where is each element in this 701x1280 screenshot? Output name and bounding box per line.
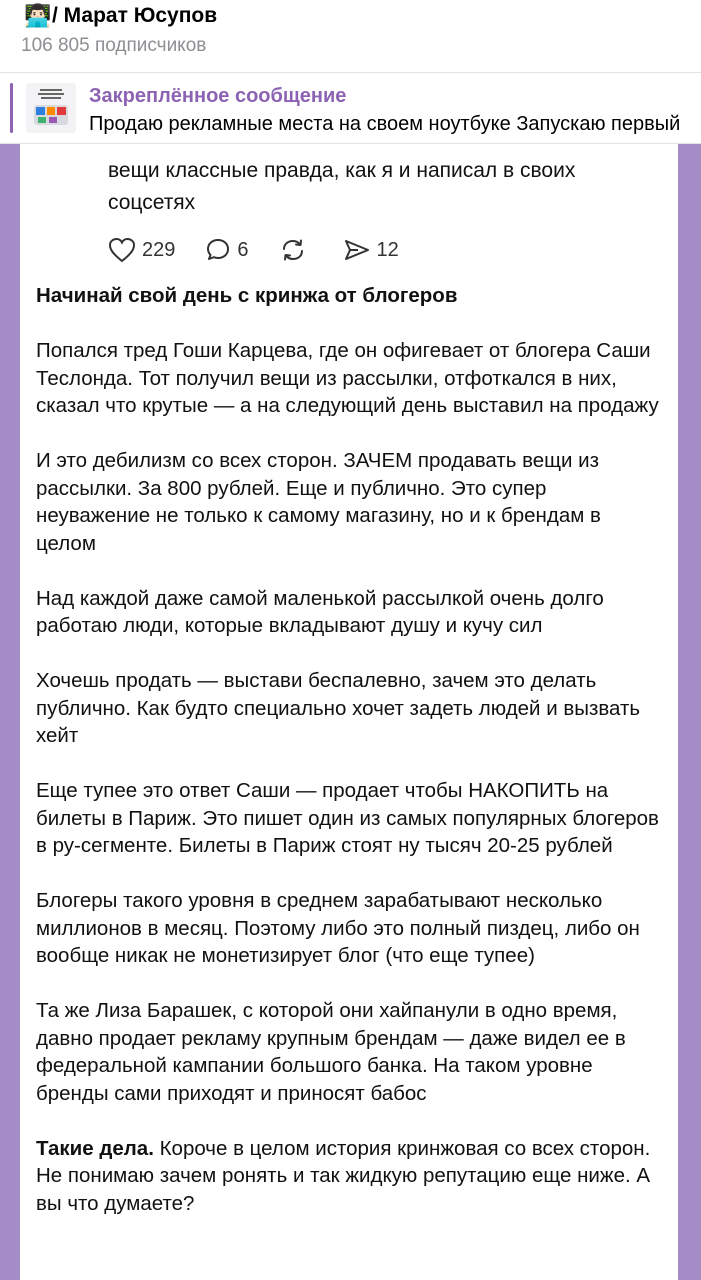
previous-post-tail-text: вещи классные правда, как я и написал в своих соцсетях [108, 159, 576, 214]
share-icon [343, 237, 371, 263]
laptop-user-emoji-icon: 👨🏻‍💻 [24, 3, 52, 28]
pinned-message-bar[interactable] [0, 73, 701, 144]
channel-title: / Марат Юсупов [52, 4, 218, 27]
share-button[interactable] [343, 237, 399, 263]
post-final-text: Короче в целом история кринжовая со всех сторон. Не понимаю зачем ронять и так жидкую репутацию еще ниже. А вы что думаете? [36, 1136, 651, 1215]
subscriber-count: 106 805 подписчиков [21, 35, 207, 56]
post-final-paragraph [36, 1135, 666, 1218]
share-count: 12 [376, 238, 399, 261]
like-button[interactable] [108, 237, 175, 263]
post-paragraph: Еще тупее это ответ Саши — продает чтобы НАКОПИТЬ на билеты в Париж. Это пишет один из самых популярных блогеров в ру-сегменте. Билеты в Париж стоят ну тысяч 20-25 рублей [36, 779, 659, 857]
post-paragraph: Попался тред Гоши Карцева, где он офигевает от блогера Саши Теслонда. Тот получил вещи из рассылки, отфоткался в них, сказал что крутые — а на следующий день выставил на продажу [36, 339, 659, 417]
channel-header[interactable] [0, 0, 701, 73]
comment-icon [205, 237, 231, 263]
repost-icon [279, 237, 307, 263]
repost-button[interactable] [279, 237, 313, 263]
post-paragraph: Та же Лиза Барашек, с которой они хайпанули в одно время, давно продает рекламу крупным брендам — даже видел ее в федеральной кампании большого банка. На таком уровне бренды сами приходят и приносят бабос [36, 999, 626, 1105]
post-paragraph: Хочешь продать — выстави беспалевно, зачем это делать публично. Как будто специально хочет задеть людей и вызвать хейт [36, 669, 641, 747]
post-paragraph: Блогеры такого уровня в среднем зарабатывают несколько миллионов в месяц. Поэтому либо это полный пиздец, либо он вообще никак не монетизирует блог (что еще тупее) [36, 889, 640, 967]
post-paragraph: Над каждой даже самой маленькой рассылкой очень долго работаю люди, которые вкладывают душу и кучу сил [36, 586, 604, 637]
pinned-title: Закреплённое сообщение [89, 85, 347, 107]
comment-button[interactable] [205, 237, 248, 263]
post-body [36, 282, 666, 1245]
post-final-bold: Такие дела. [36, 1136, 154, 1160]
post-paragraph: И это дебилизм со всех сторон. ЗАЧЕМ продавать вещи из рассылки. За 800 рублей. Еще и публично. Это супер неуважение не только к самому магазину, но и к брендам в целом [36, 449, 601, 555]
reaction-bar [108, 232, 429, 268]
pinned-indicator [10, 83, 13, 133]
pinned-preview-text: Продаю рекламные места на своем ноутбуке Запускаю первый [89, 113, 681, 135]
like-count: 229 [142, 238, 176, 261]
pinned-thumbnail [26, 83, 76, 133]
heart-icon [108, 237, 136, 263]
comment-count: 6 [237, 238, 249, 261]
post-heading: Начинай свой день с кринжа от блогеров [36, 284, 458, 307]
